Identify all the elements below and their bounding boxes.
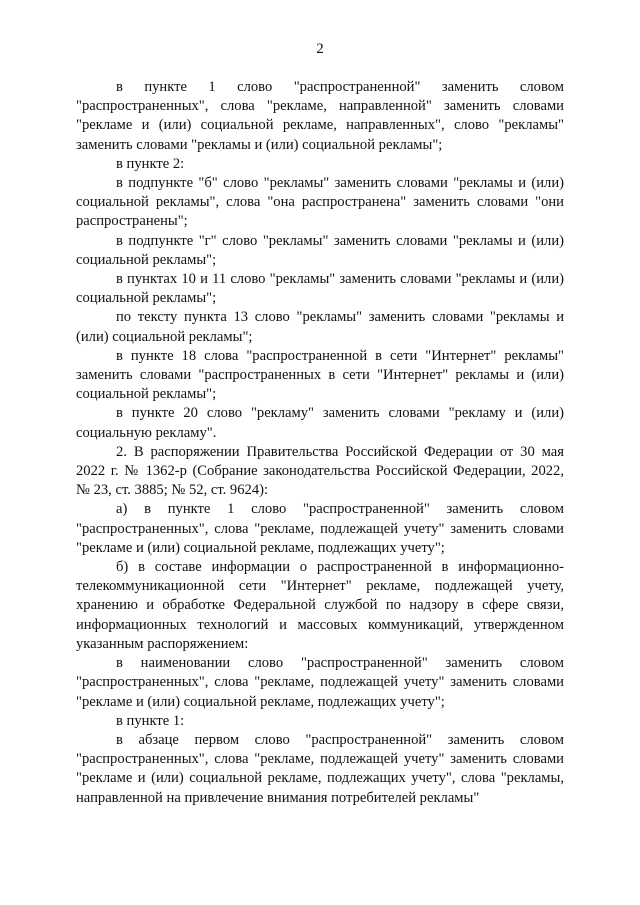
- paragraph: в пункте 2:: [116, 155, 185, 172]
- paragraph: а) в пункте 1 слово "распространенной" заменить словом "распространенных", слова "рекламе, подлежащей учету" заменить словами "рекламе и (или) социальной рекламе, подлежащих учету";: [76, 501, 564, 556]
- paragraph: в пункте 1 слово "распространенной" заменить словом "распространенных", слова "рекламе, направленной" заменить словами "рекламе и (или) социальной рекламе, направленных", слово "рекламы" заменить словами "рекламы и (или) социальной рекламы";: [76, 79, 564, 153]
- paragraph: в подпункте "г" слово "рекламы" заменить словами "рекламы и (или) социальной рекламы";: [76, 232, 564, 268]
- paragraph: в пункте 20 слово "рекламу" заменить словами "рекламу и (или) социальную рекламу".: [76, 405, 564, 441]
- paragraph: в пункте 1:: [116, 712, 185, 729]
- paragraph: 2. В распоряжении Правительства Российской Федерации от 30 мая 2022 г. № 1362-р (Собрание законодательства Российской Федерации, 2022, № 23, ст. 3885; № 52, ст. 9624):: [76, 443, 564, 499]
- document-body: [76, 78, 564, 808]
- paragraph: по тексту пункта 13 слово "рекламы" заменить словами "рекламы и (или) социальной рекламы";: [76, 309, 564, 345]
- paragraph: б) в составе информации о распространенной в информационно-телекоммуникационной сети "Интернет" рекламе, подлежащей учету, хранению и обработке Федеральной службой по надзору в сфере связи, информационных технологий и массовых коммуникаций, утвержденном указанным распоряжением:: [76, 559, 564, 652]
- paragraph: в абзаце первом слово "распространенной" заменить словом "распространенных", слова "рекламе, подлежащей учету" заменить словами "рекламе и (или) социальной рекламе, подлежащих учету", слова "рекламы, направленной на привлечение внимания потребителей рекламы": [76, 731, 564, 806]
- paragraph: в подпункте "б" слово "рекламы" заменить словами "рекламы и (или) социальной рекламы", слова "она распространена" заменить словами "они распространены";: [76, 175, 564, 230]
- paragraph: в пункте 18 слова "распространенной в сети "Интернет" рекламы" заменить словами "распространенных в сети "Интернет" рекламы и (или) социальной рекламы";: [76, 347, 564, 403]
- paragraph: в наименовании слово "распространенной" заменить словом "распространенных", слова "рекламе, подлежащей учету" заменить словами "рекламе и (или) социальной рекламе, подлежащих учету";: [76, 655, 564, 710]
- paragraph: в пунктах 10 и 11 слово "рекламы" заменить словами "рекламы и (или) социальной рекламы";: [76, 271, 564, 307]
- page-number: 2: [316, 41, 324, 57]
